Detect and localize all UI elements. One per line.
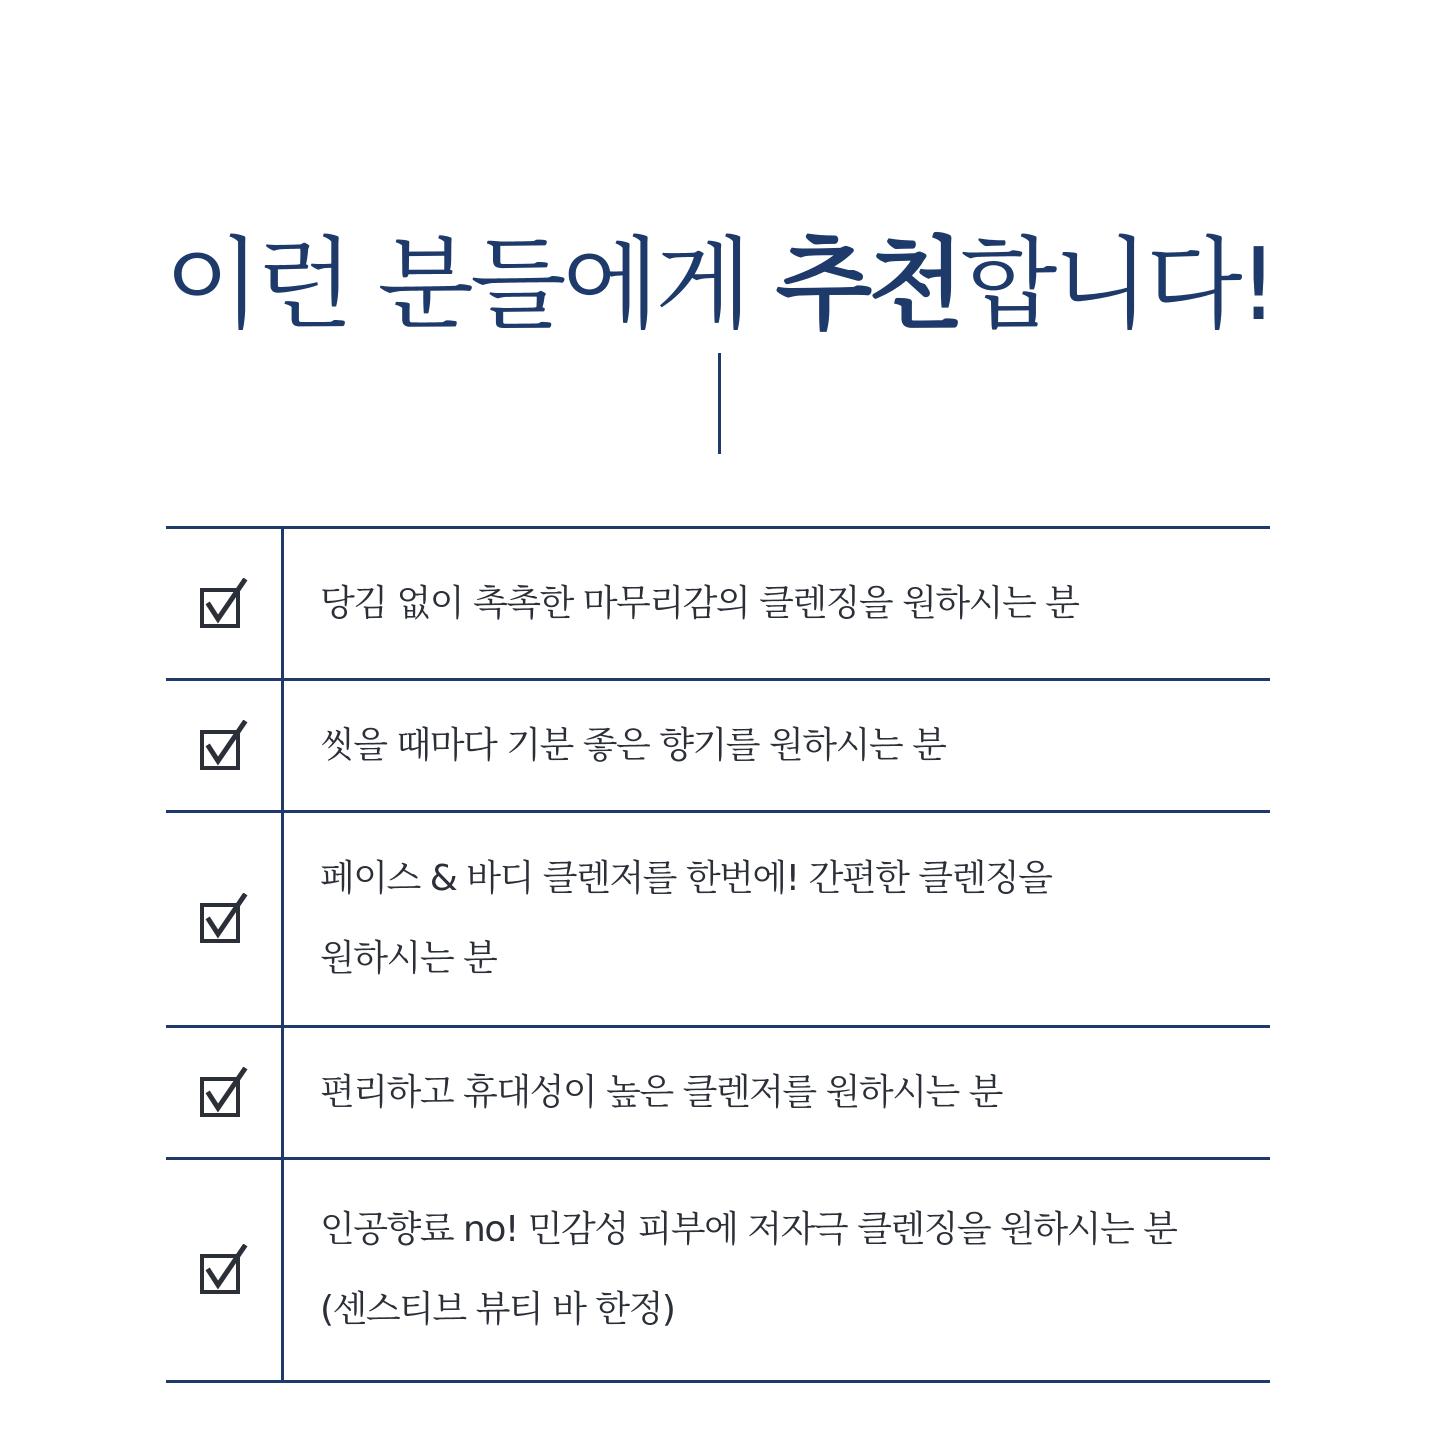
checkbox-checked-icon xyxy=(198,720,250,772)
table-row xyxy=(166,529,1270,681)
title-regular: 이런 분들에게 xyxy=(164,226,776,343)
check-cell xyxy=(166,1160,284,1380)
item-text-cell xyxy=(284,529,1270,678)
recommendation-table xyxy=(166,526,1270,1383)
checkbox-checked-icon xyxy=(198,893,250,945)
title-bold: 추천 xyxy=(775,226,961,343)
check-cell xyxy=(166,1028,284,1157)
item-text-cell xyxy=(284,1028,1270,1157)
checkbox-checked-icon xyxy=(198,1067,250,1119)
title-tail: 합니다! xyxy=(960,226,1275,343)
table-row xyxy=(166,681,1270,813)
item-text-cell xyxy=(284,681,1270,810)
list-item-text: 페이스 & 바디 클렌저를 한번에! 간편한 클렌징을 원하시는 분 xyxy=(320,858,1052,979)
list-item-text: 씻을 때마다 기분 좋은 향기를 원하시는 분 xyxy=(320,724,946,766)
table-row xyxy=(166,813,1270,1028)
checkbox-checked-icon xyxy=(198,578,250,630)
table-row xyxy=(166,1028,1270,1160)
list-item-text: 편리하고 휴대성이 높은 클렌저를 원하시는 분 xyxy=(320,1071,1002,1113)
item-text-cell xyxy=(284,813,1270,1025)
check-cell xyxy=(166,681,284,810)
list-item-text: 당김 없이 촉촉한 마무리감의 클렌징을 원하시는 분 xyxy=(320,582,1079,624)
checkbox-checked-icon xyxy=(198,1244,250,1296)
check-cell xyxy=(166,813,284,1025)
item-text-cell xyxy=(284,1160,1270,1380)
vertical-divider xyxy=(718,353,721,454)
page-title xyxy=(0,225,1439,345)
check-cell xyxy=(166,529,284,678)
table-row xyxy=(166,1160,1270,1383)
list-item-text: 인공향료 no! 민감성 피부에 저자극 클렌징을 원하시는 분 (센스티브 뷰티 바 한정) xyxy=(320,1209,1177,1330)
